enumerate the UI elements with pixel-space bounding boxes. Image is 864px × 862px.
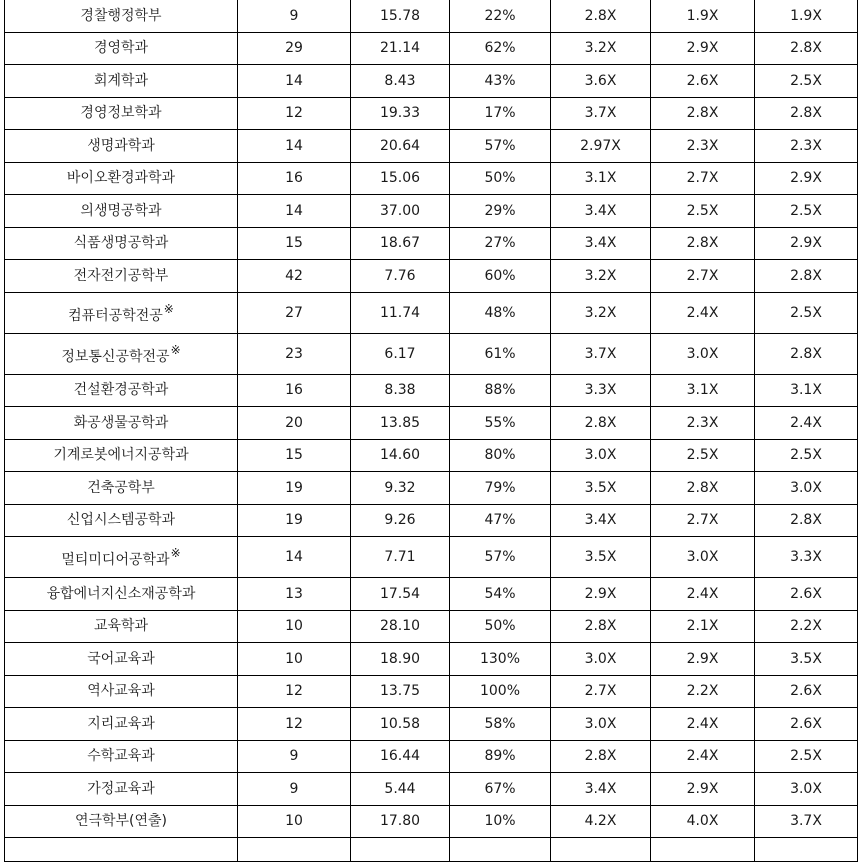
multiple-cell-3: 2.8X	[755, 504, 858, 537]
multiple-cell-3: 2.5X	[755, 439, 858, 472]
percent-cell: 79%	[450, 472, 551, 505]
percent-cell: 29%	[450, 195, 551, 228]
percent-cell: 50%	[450, 162, 551, 195]
multiple-cell-3: 2.8X	[755, 32, 858, 65]
department-cell	[5, 195, 238, 228]
ratio-cell: 17.54	[351, 578, 450, 611]
count-cell: 13	[238, 578, 351, 611]
ratio-cell: 9.32	[351, 472, 450, 505]
ratio-cell: 18.90	[351, 643, 450, 676]
count-cell: 10	[238, 610, 351, 643]
department-name: 가정교육과	[87, 780, 155, 797]
department-cell	[5, 643, 238, 676]
department-cell	[5, 260, 238, 293]
admissions-table	[4, 0, 858, 862]
percent-cell: 62%	[450, 32, 551, 65]
count-cell: 9	[238, 0, 351, 32]
count-cell: 19	[238, 504, 351, 537]
table-row	[5, 773, 858, 806]
multiple-cell-3: 2.9X	[755, 227, 858, 260]
ratio-cell: 9.26	[351, 504, 450, 537]
table-row	[5, 439, 858, 472]
department-cell	[5, 805, 238, 838]
count-cell: 16	[238, 162, 351, 195]
department-cell	[5, 97, 238, 130]
count-cell: 15	[238, 439, 351, 472]
multiple-cell-3: 2.2X	[755, 610, 858, 643]
count-cell: 12	[238, 97, 351, 130]
multiple-cell-2: 3.0X	[651, 333, 755, 374]
empty-cell	[351, 838, 450, 862]
department-cell	[5, 740, 238, 773]
department-cell	[5, 537, 238, 578]
empty-cell	[551, 838, 651, 862]
multiple-cell-2: 2.8X	[651, 227, 755, 260]
ratio-cell: 20.64	[351, 130, 450, 163]
ratio-cell: 16.44	[351, 740, 450, 773]
table-row	[5, 374, 858, 407]
count-cell: 14	[238, 537, 351, 578]
department-name: 국어교육과	[87, 650, 155, 667]
multiple-cell-1: 3.5X	[551, 537, 651, 578]
multiple-cell-1: 2.8X	[551, 407, 651, 440]
multiple-cell-3: 3.1X	[755, 374, 858, 407]
table-row	[5, 292, 858, 333]
percent-cell: 50%	[450, 610, 551, 643]
multiple-cell-2: 2.9X	[651, 773, 755, 806]
table-row	[5, 578, 858, 611]
multiple-cell-2: 2.4X	[651, 740, 755, 773]
multiple-cell-3: 2.6X	[755, 708, 858, 741]
multiple-cell-2: 2.9X	[651, 32, 755, 65]
ratio-cell: 6.17	[351, 333, 450, 374]
multiple-cell-2: 2.9X	[651, 643, 755, 676]
multiple-cell-2: 4.0X	[651, 805, 755, 838]
multiple-cell-1: 2.9X	[551, 578, 651, 611]
percent-cell: 130%	[450, 643, 551, 676]
multiple-cell-1: 3.2X	[551, 292, 651, 333]
empty-cell	[5, 838, 238, 862]
multiple-cell-1: 2.97X	[551, 130, 651, 163]
department-name: 건축공학부	[87, 479, 155, 496]
count-cell: 9	[238, 740, 351, 773]
department-name: 전자전기공학부	[73, 267, 169, 284]
department-name: 기계로봇에너지공학과	[53, 447, 189, 464]
ratio-cell: 18.67	[351, 227, 450, 260]
multiple-cell-2: 1.9X	[651, 0, 755, 32]
multiple-cell-3: 3.7X	[755, 805, 858, 838]
percent-cell: 22%	[450, 0, 551, 32]
count-cell: 42	[238, 260, 351, 293]
count-cell: 16	[238, 374, 351, 407]
table-row	[5, 740, 858, 773]
ratio-cell: 15.06	[351, 162, 450, 195]
count-cell: 14	[238, 195, 351, 228]
multiple-cell-1: 3.2X	[551, 32, 651, 65]
multiple-cell-3: 2.6X	[755, 675, 858, 708]
ratio-cell: 13.85	[351, 407, 450, 440]
ratio-cell: 8.43	[351, 65, 450, 98]
multiple-cell-2: 3.1X	[651, 374, 755, 407]
department-name: 신업시스템공학과	[66, 512, 176, 529]
multiple-cell-2: 3.0X	[651, 537, 755, 578]
empty-cell	[755, 838, 858, 862]
department-name: 경영학과	[93, 40, 149, 57]
ratio-cell: 7.71	[351, 537, 450, 578]
ratio-cell: 19.33	[351, 97, 450, 130]
ratio-cell: 8.38	[351, 374, 450, 407]
department-name: 회계학과	[93, 72, 149, 89]
department-name: 의생명공학과	[80, 202, 162, 219]
ratio-cell: 7.76	[351, 260, 450, 293]
multiple-cell-2: 2.3X	[651, 407, 755, 440]
empty-cell	[450, 838, 551, 862]
department-name: 연극학부(연출)	[74, 813, 168, 830]
ratio-cell: 11.74	[351, 292, 450, 333]
department-name: 지리교육과	[87, 715, 155, 732]
department-cell	[5, 0, 238, 32]
percent-cell: 10%	[450, 805, 551, 838]
department-cell	[5, 162, 238, 195]
percent-cell: 57%	[450, 130, 551, 163]
multiple-cell-1: 3.7X	[551, 97, 651, 130]
multiple-cell-3: 1.9X	[755, 0, 858, 32]
multiple-cell-3: 2.8X	[755, 97, 858, 130]
multiple-cell-1: 3.4X	[551, 773, 651, 806]
department-name: 교육학과	[93, 618, 149, 635]
department-cell	[5, 675, 238, 708]
multiple-cell-3: 2.6X	[755, 578, 858, 611]
multiple-cell-3: 2.5X	[755, 292, 858, 333]
department-cell	[5, 472, 238, 505]
multiple-cell-2: 2.8X	[651, 472, 755, 505]
department-cell	[5, 333, 238, 374]
multiple-cell-3: 2.8X	[755, 333, 858, 374]
multiple-cell-1: 2.7X	[551, 675, 651, 708]
count-cell: 10	[238, 643, 351, 676]
percent-cell: 61%	[450, 333, 551, 374]
multiple-cell-3: 3.3X	[755, 537, 858, 578]
multiple-cell-3: 3.0X	[755, 773, 858, 806]
table-row	[5, 504, 858, 537]
multiple-cell-1: 3.0X	[551, 439, 651, 472]
multiple-cell-3: 2.5X	[755, 740, 858, 773]
multiple-cell-1: 3.2X	[551, 260, 651, 293]
department-name: 경찰행정학부	[80, 7, 162, 24]
count-cell: 27	[238, 292, 351, 333]
empty-cell	[238, 838, 351, 862]
percent-cell: 89%	[450, 740, 551, 773]
multiple-cell-3: 2.3X	[755, 130, 858, 163]
department-cell	[5, 32, 238, 65]
multiple-cell-1: 3.4X	[551, 195, 651, 228]
reference-mark: ※	[170, 546, 181, 560]
multiple-cell-1: 2.8X	[551, 610, 651, 643]
table-row	[5, 195, 858, 228]
department-name: 융합에너지신소재공학과	[46, 585, 196, 602]
table-row	[5, 97, 858, 130]
table-row	[5, 65, 858, 98]
table-row	[5, 472, 858, 505]
percent-cell: 58%	[450, 708, 551, 741]
ratio-cell: 5.44	[351, 773, 450, 806]
table-row	[5, 333, 858, 374]
table-row	[5, 130, 858, 163]
multiple-cell-2: 2.5X	[651, 439, 755, 472]
table-row	[5, 708, 858, 741]
ratio-cell: 13.75	[351, 675, 450, 708]
table-row	[5, 32, 858, 65]
department-cell	[5, 610, 238, 643]
percent-cell: 27%	[450, 227, 551, 260]
department-name: 식품생명공학과	[73, 235, 169, 252]
department-name: 바이오환경과학과	[66, 170, 176, 187]
ratio-cell: 10.58	[351, 708, 450, 741]
multiple-cell-1: 3.7X	[551, 333, 651, 374]
count-cell: 14	[238, 130, 351, 163]
multiple-cell-2: 2.6X	[651, 65, 755, 98]
table-row	[5, 805, 858, 838]
department-cell	[5, 292, 238, 333]
table-row	[5, 610, 858, 643]
department-name: 역사교육과	[87, 683, 155, 700]
multiple-cell-2: 2.8X	[651, 97, 755, 130]
multiple-cell-3: 2.9X	[755, 162, 858, 195]
percent-cell: 47%	[450, 504, 551, 537]
percent-cell: 67%	[450, 773, 551, 806]
percent-cell: 43%	[450, 65, 551, 98]
multiple-cell-3: 2.8X	[755, 260, 858, 293]
multiple-cell-2: 2.3X	[651, 130, 755, 163]
count-cell: 29	[238, 32, 351, 65]
empty-cell	[651, 838, 755, 862]
table-row	[5, 162, 858, 195]
department-cell	[5, 227, 238, 260]
multiple-cell-2: 2.7X	[651, 504, 755, 537]
multiple-cell-1: 3.4X	[551, 227, 651, 260]
percent-cell: 17%	[450, 97, 551, 130]
department-cell	[5, 708, 238, 741]
percent-cell: 100%	[450, 675, 551, 708]
multiple-cell-3: 3.5X	[755, 643, 858, 676]
count-cell: 15	[238, 227, 351, 260]
table-row	[5, 227, 858, 260]
multiple-cell-2: 2.4X	[651, 578, 755, 611]
department-cell	[5, 374, 238, 407]
reference-mark: ※	[163, 301, 174, 316]
multiple-cell-1: 2.8X	[551, 0, 651, 32]
table-row	[5, 260, 858, 293]
ratio-cell: 21.14	[351, 32, 450, 65]
table-row	[5, 0, 858, 32]
ratio-cell: 17.80	[351, 805, 450, 838]
department-name: 멀티미디어공학과	[61, 552, 170, 568]
department-cell	[5, 773, 238, 806]
table-body	[5, 0, 858, 862]
department-cell	[5, 407, 238, 440]
department-cell	[5, 65, 238, 98]
department-name: 컴퓨터공학전공	[68, 307, 163, 324]
percent-cell: 48%	[450, 292, 551, 333]
count-cell: 23	[238, 333, 351, 374]
percent-cell: 57%	[450, 537, 551, 578]
reference-mark: ※	[170, 342, 181, 357]
ratio-cell: 14.60	[351, 439, 450, 472]
department-name: 건설환경공학과	[73, 382, 169, 399]
department-name: 생명과학과	[87, 137, 155, 154]
multiple-cell-2: 2.4X	[651, 292, 755, 333]
count-cell: 9	[238, 773, 351, 806]
table-row	[5, 407, 858, 440]
multiple-cell-2: 2.1X	[651, 610, 755, 643]
count-cell: 14	[238, 65, 351, 98]
count-cell: 10	[238, 805, 351, 838]
table-row	[5, 537, 858, 578]
multiple-cell-1: 3.6X	[551, 65, 651, 98]
multiple-cell-1: 3.5X	[551, 472, 651, 505]
multiple-cell-1: 3.1X	[551, 162, 651, 195]
multiple-cell-1: 4.2X	[551, 805, 651, 838]
department-cell	[5, 439, 238, 472]
count-cell: 12	[238, 708, 351, 741]
department-cell	[5, 130, 238, 163]
multiple-cell-2: 2.2X	[651, 675, 755, 708]
count-cell: 12	[238, 675, 351, 708]
percent-cell: 88%	[450, 374, 551, 407]
multiple-cell-2: 2.5X	[651, 195, 755, 228]
multiple-cell-2: 2.4X	[651, 708, 755, 741]
table-row	[5, 675, 858, 708]
multiple-cell-1: 3.0X	[551, 708, 651, 741]
department-name: 경영정보학과	[80, 105, 162, 122]
table-row	[5, 643, 858, 676]
department-cell	[5, 578, 238, 611]
multiple-cell-2: 2.7X	[651, 260, 755, 293]
multiple-cell-3: 2.4X	[755, 407, 858, 440]
ratio-cell: 28.10	[351, 610, 450, 643]
multiple-cell-1: 3.4X	[551, 504, 651, 537]
multiple-cell-1: 3.3X	[551, 374, 651, 407]
percent-cell: 60%	[450, 260, 551, 293]
count-cell: 20	[238, 407, 351, 440]
department-name: 수학교육과	[87, 748, 155, 765]
department-name: 화공생물공학과	[73, 414, 169, 431]
count-cell: 19	[238, 472, 351, 505]
ratio-cell: 37.00	[351, 195, 450, 228]
department-cell	[5, 504, 238, 537]
multiple-cell-3: 2.5X	[755, 195, 858, 228]
multiple-cell-3: 2.5X	[755, 65, 858, 98]
department-name: 정보통신공학전공	[61, 348, 170, 365]
multiple-cell-2: 2.7X	[651, 162, 755, 195]
multiple-cell-3: 3.0X	[755, 472, 858, 505]
percent-cell: 55%	[450, 407, 551, 440]
multiple-cell-1: 3.0X	[551, 643, 651, 676]
percent-cell: 80%	[450, 439, 551, 472]
table-row-partial	[5, 838, 858, 862]
percent-cell: 54%	[450, 578, 551, 611]
multiple-cell-1: 2.8X	[551, 740, 651, 773]
ratio-cell: 15.78	[351, 0, 450, 32]
